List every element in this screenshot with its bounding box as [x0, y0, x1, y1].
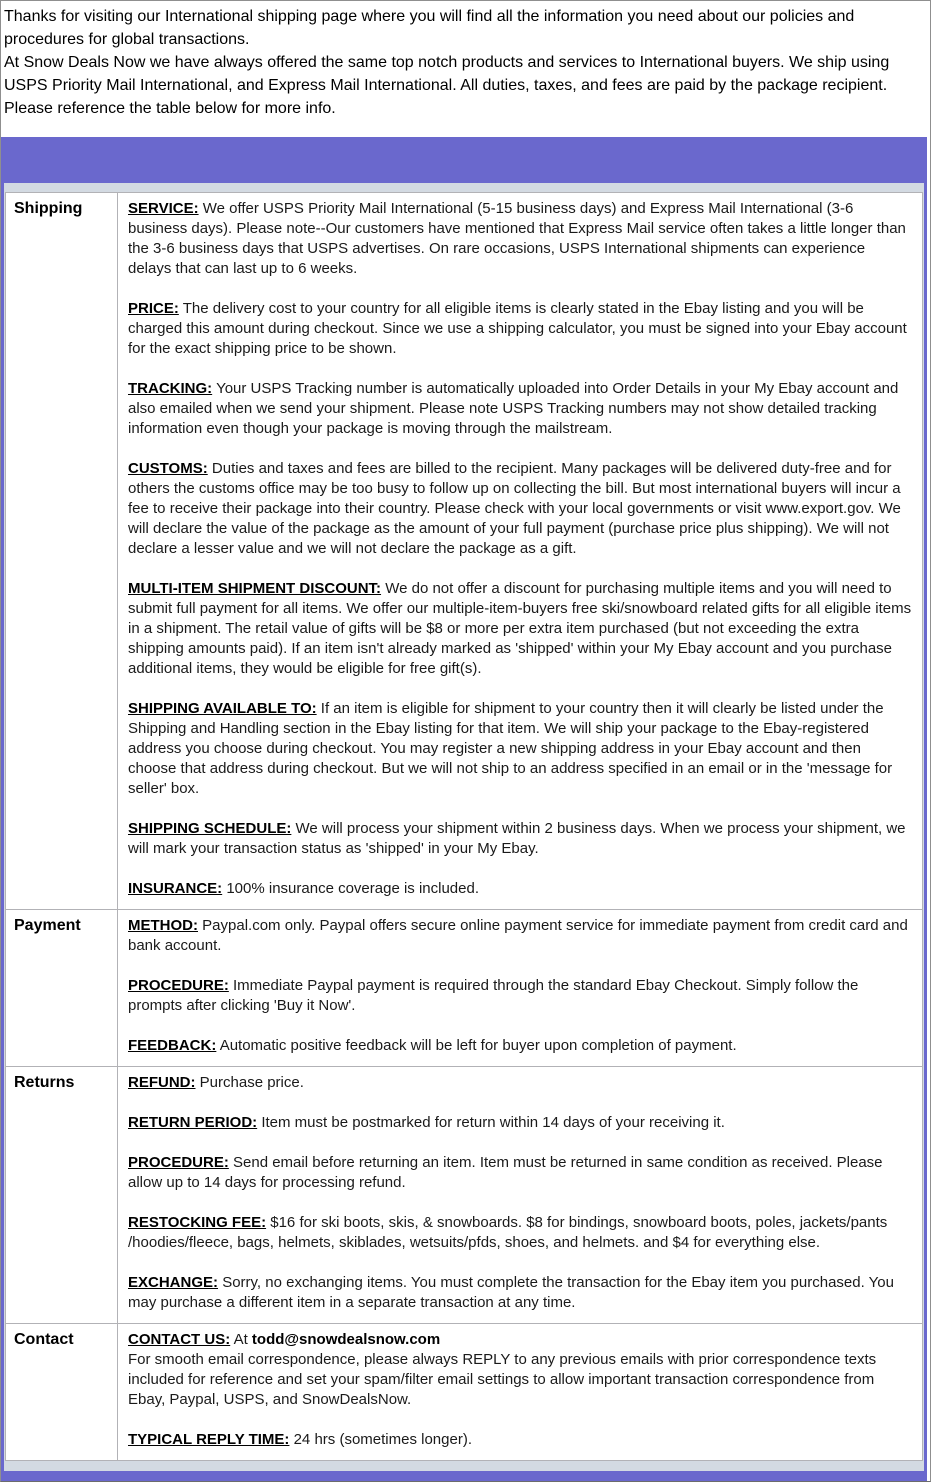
- section-heading: PROCEDURE:: [128, 1154, 229, 1171]
- section-heading: RETURN PERIOD:: [128, 1114, 258, 1131]
- section-return-period: [128, 1113, 912, 1133]
- section-customs: [128, 459, 912, 559]
- table-row-shipping: [6, 193, 923, 910]
- section-text: We offer USPS Priority Mail International (5-15 business days) and Express Mail International (3-6 business days). Please note--Our customers have mentioned that Express Mail service often takes a little longer than the 3-6 business days that USPS advertises. On rare occasions, USPS International shipments can experience delays that can last up to 6 weeks.: [128, 200, 906, 277]
- table-row-contact: [6, 1324, 923, 1461]
- row-label-returns: Returns: [6, 1067, 118, 1324]
- section-text: Item must be postmarked for return within 14 days of your receiving it.: [261, 1114, 725, 1131]
- section-shipping-available-to: [128, 699, 912, 799]
- section-heading: INSURANCE:: [128, 880, 223, 897]
- section-text: Automatic positive feedback will be left for buyer upon completion of payment.: [219, 1037, 737, 1054]
- section-text: We do not offer a discount for purchasing multiple items and you will need to submit full payment for all items. We offer our multiple-item-buyers free ski/snowboard related gifts for all eligible items in a shipment. The retail value of gifts will be $8 or more per extra item purchased (but not exceeding the extra shipping amounts paid). If an item isn't already marked as 'shipped' within your My Ebay account and you purchase additional items, they would be eligible for free gift(s).: [128, 580, 912, 677]
- section-text: If an item is eligible for shipment to your country then it will clearly be listed under the Shipping and Handling section in the Ebay listing for that item. We will ship your package to the Ebay-registered address you choose during checkout. You may register a new shipping address in your Ebay account and then choose that address during checkout. But we will not ship to an address specified in an email or in the 'message for seller' box.: [128, 700, 893, 797]
- contact-email: todd@snowdealsnow.com: [251, 1331, 441, 1348]
- section-heading: CUSTOMS:: [128, 460, 208, 477]
- row-label-payment: Payment: [6, 910, 118, 1067]
- section-heading: PRICE:: [128, 300, 179, 317]
- intro-text: [1, 1, 930, 120]
- section-heading: MULTI-ITEM SHIPMENT DISCOUNT:: [128, 580, 382, 597]
- section-heading: REFUND:: [128, 1074, 196, 1091]
- section-insurance: [128, 879, 912, 899]
- section-refund: [128, 1073, 912, 1093]
- payment-cell: [118, 910, 923, 1067]
- returns-cell: [118, 1067, 923, 1324]
- section-heading: SHIPPING SCHEDULE:: [128, 820, 292, 837]
- section-heading: PROCEDURE:: [128, 977, 229, 994]
- row-label-shipping: Shipping: [6, 193, 118, 910]
- section-text: The delivery cost to your country for all eligible items is clearly stated in the Ebay listing and you will be charged this amount during checkout. Since we use a shipping calculator, you must be signed into your Ebay account for the exact shipping price to be shown.: [128, 300, 907, 357]
- section-method: [128, 916, 912, 956]
- section-text: Send email before returning an item. Item must be returned in same condition as received. Please allow up to 14 days for processing refund.: [128, 1154, 883, 1191]
- section-heading: EXCHANGE:: [128, 1274, 219, 1291]
- section-text: We will process your shipment within 2 business days. When we process your shipment, we will mark your transaction status as 'shipped' in your My Ebay.: [128, 820, 906, 857]
- section-multi-item-discount: [128, 579, 912, 679]
- section-heading: METHOD:: [128, 917, 198, 934]
- shipping-cell: [118, 193, 923, 910]
- section-heading: CONTACT US:: [128, 1331, 231, 1348]
- policy-panel: [1, 137, 927, 1481]
- section-restocking-fee: [128, 1213, 912, 1253]
- section-shipping-schedule: [128, 819, 912, 859]
- section-procedure-payment: [128, 976, 912, 1016]
- table-row-returns: [6, 1067, 923, 1324]
- section-text: Your USPS Tracking number is automatically uploaded into Order Details in your My Ebay account and also emailed when we send your shipment. Please note USPS Tracking numbers may not show detailed tracking information even though your package is moving through the mailstream.: [128, 380, 899, 437]
- section-text: $16 for ski boots, skis, & snowboards. $8 for bindings, snowboard boots, poles, jackets/pants /hoodies/fleece, bags, helmets, skiblades, wetsuits/pfds, shoes, and helmets. and $4 for everything else.: [128, 1214, 888, 1251]
- section-exchange: [128, 1273, 912, 1313]
- section-text: 100% insurance coverage is included.: [226, 880, 479, 897]
- section-heading: SHIPPING AVAILABLE TO:: [128, 700, 317, 717]
- intro-paragraph-1: Thanks for visiting our International shipping page where you will find all the information you need about our policies and procedures for global transactions.: [4, 8, 855, 48]
- contact-cell: [118, 1324, 923, 1461]
- section-heading: SERVICE:: [128, 200, 199, 217]
- contact-at-text: At: [233, 1331, 248, 1348]
- section-heading: TYPICAL REPLY TIME:: [128, 1431, 290, 1448]
- section-heading: RESTOCKING FEE:: [128, 1214, 267, 1231]
- section-text: Duties and taxes and fees are billed to the recipient. Many packages will be delivered duty-free and for others the customs office may be too busy to follow up on collecting the bill. But most international buyers will incur a fee to receive their package into their country. Please check with your local governments or visit www.export.gov. We will declare the value of the package as the amount of your full payment (purchase price plus shipping). We will not declare a lesser value and we will not declare the package as a gift.: [128, 460, 901, 557]
- section-text: Immediate Paypal payment is required through the standard Ebay Checkout. Simply follow the prompts after clicking 'Buy it Now'.: [128, 977, 859, 1014]
- intro-paragraph-2: At Snow Deals Now we have always offered the same top notch products and services to International buyers. We ship using USPS Priority Mail International, and Express Mail International. All duties, taxes, and fees are paid by the package recipient. Please reference the table below for more info.: [4, 54, 890, 117]
- section-text: Purchase price.: [199, 1074, 304, 1091]
- section-feedback: [128, 1036, 912, 1056]
- table-row-payment: [6, 910, 923, 1067]
- section-text: Paypal.com only. Paypal offers secure online payment service for immediate payment from credit card and bank account.: [128, 917, 908, 954]
- section-text: Sorry, no exchanging items. You must complete the transaction for the Ebay item you purchased. You may purchase a different item in a separate transaction at any time.: [128, 1274, 894, 1311]
- contact-note: For smooth email correspondence, please always REPLY to any previous emails with prior correspondence texts included for reference and set your spam/filter email settings to allow important transaction correspondence from Ebay, Paypal, USPS, and SnowDealsNow.: [128, 1351, 877, 1408]
- policy-table: [5, 192, 923, 1461]
- section-procedure-returns: [128, 1153, 912, 1193]
- section-service: [128, 199, 912, 279]
- section-tracking: [128, 379, 912, 439]
- row-label-contact: Contact: [6, 1324, 118, 1461]
- section-heading: FEEDBACK:: [128, 1037, 217, 1054]
- section-price: [128, 299, 912, 359]
- section-contact-us: [128, 1330, 912, 1350]
- section-heading: TRACKING:: [128, 380, 213, 397]
- section-typical-reply-time: [128, 1430, 912, 1450]
- policy-panel-inner: [4, 183, 924, 1471]
- section-text: 24 hrs (sometimes longer).: [293, 1431, 472, 1448]
